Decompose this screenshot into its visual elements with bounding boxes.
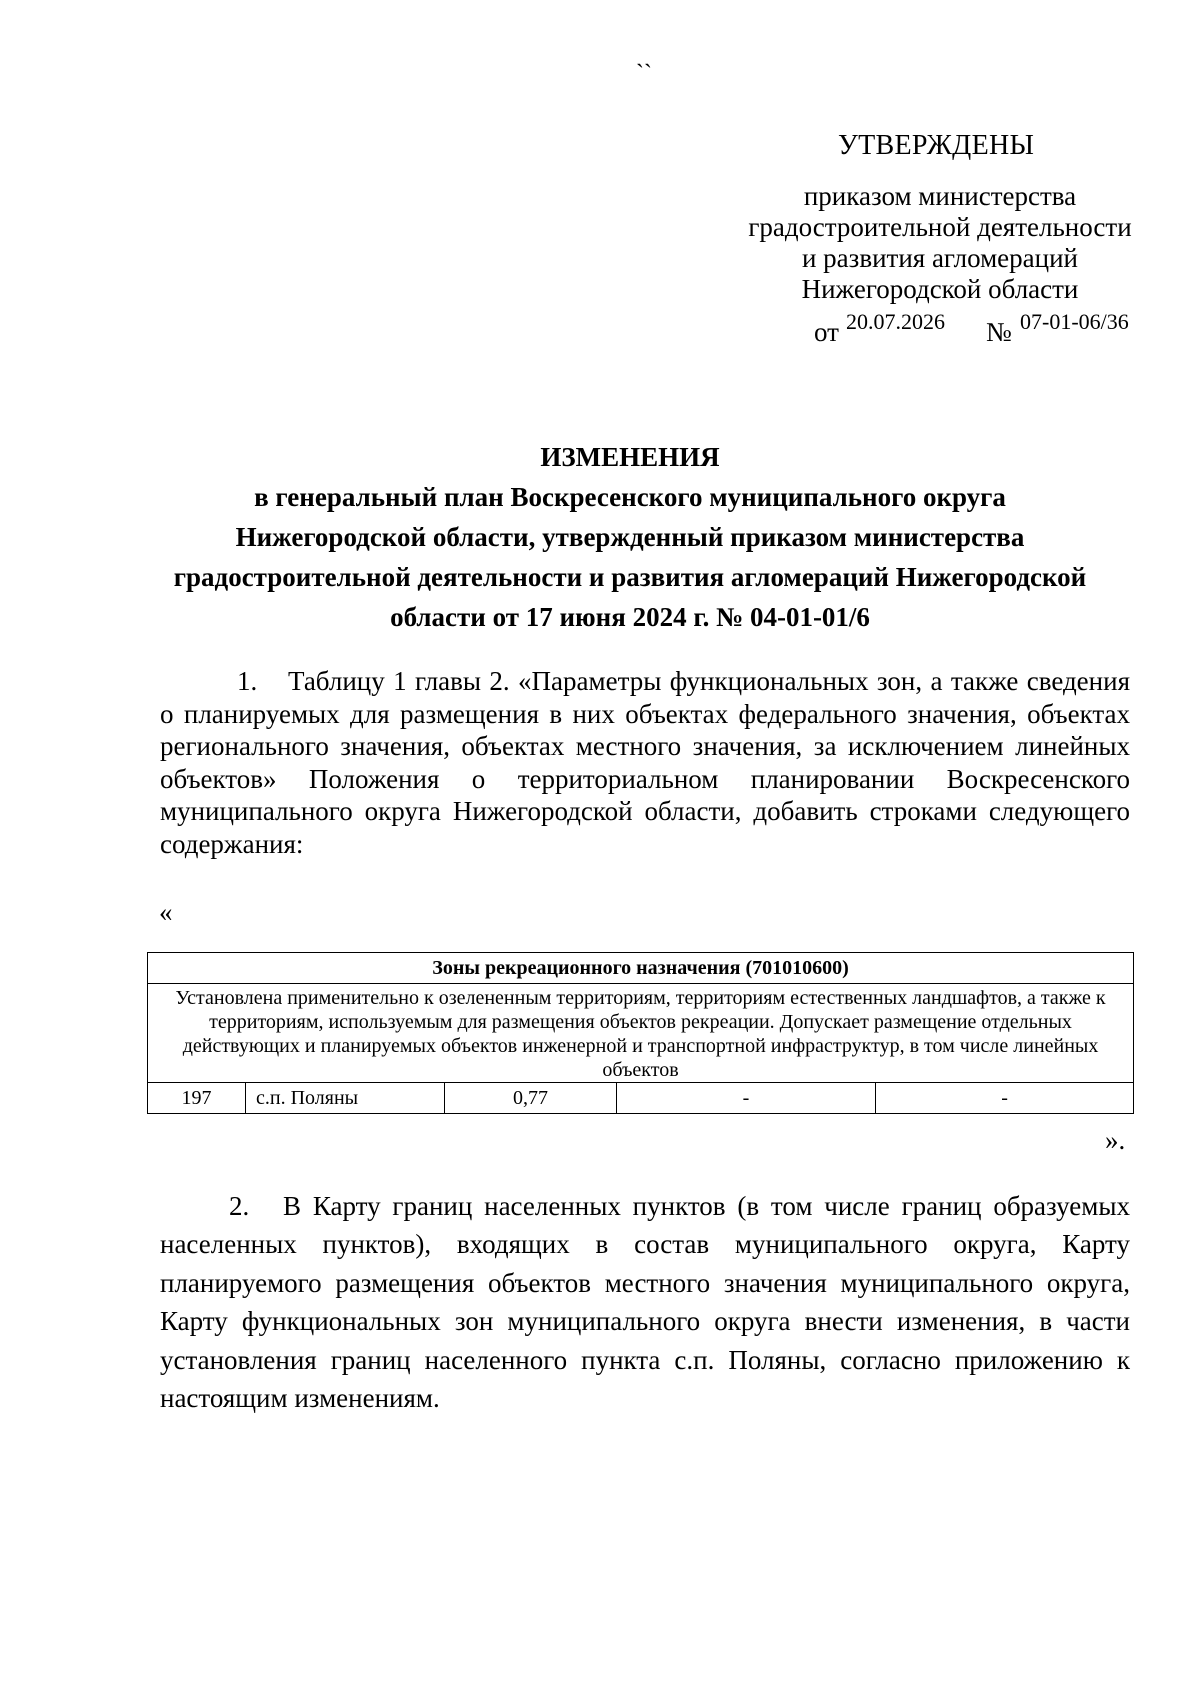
number-value: 07-01-06/36 <box>1020 309 1129 334</box>
table-cell-area: 0,77 <box>445 1083 617 1114</box>
title-line: области от 17 июня 2024 г. № 04-01-01/6 <box>390 602 870 632</box>
paragraph-number: 1. <box>237 666 258 696</box>
title-line: градостроительной деятельности и развития агломераций Нижегородской <box>173 562 1087 592</box>
paragraph-text: В Карту границ населенных пунктов (в том числе границ образуемых населенных пунктов), входящих в состав муниципального округа, Карту планируемого размещения объектов местного значения муниципального округа, Карту функциональных зон муниципального округа внести изменения, в части установления границ населенного пункта с.п. Поляны, согласно приложению к настоящим изменениям. <box>160 1191 1130 1414</box>
quote-open: « <box>159 897 173 927</box>
title-line: Нижегородской области, утвержденный приказом министерства <box>235 522 1025 552</box>
date-value: 20.07.2026 <box>846 309 945 334</box>
approval-line: градостроительной деятельности <box>748 212 1132 242</box>
paragraph-1 <box>160 665 1130 861</box>
approval-title: УТВЕРЖДЕНЫ <box>838 130 1035 161</box>
table-row <box>148 1083 1134 1114</box>
table-description-row <box>148 984 1134 1083</box>
paragraph-text: Таблицу 1 главы 2. «Параметры функциональных зон, а также сведения о планируемых для размещения в них объектах федерального значения, объектах регионального значения, объектах местного значения, за исключением линейных объектов» Положения о территориальном планировании Воскресенского муниципального округа Нижегородской области, добавить строками следующего содержания: <box>160 666 1130 859</box>
approval-line: Нижегородской области <box>801 274 1079 304</box>
quote-close: ». <box>1105 1125 1126 1155</box>
number-label: № <box>986 317 1012 347</box>
approval-line: и развития агломераций <box>801 243 1078 273</box>
table-cell-empty: - <box>617 1083 876 1114</box>
table-header-row <box>148 953 1134 984</box>
table-cell-number: 197 <box>148 1083 246 1114</box>
top-mark: `` <box>636 61 652 87</box>
approval-line: приказом министерства <box>803 181 1077 211</box>
zone-header: Зоны рекреационного назначения (701010600) <box>148 953 1134 984</box>
title-line: ИЗМЕНЕНИЯ <box>540 442 720 472</box>
paragraph-2 <box>160 1187 1130 1417</box>
table-cell-empty: - <box>876 1083 1134 1114</box>
table-cell-settlement: с.п. Поляны <box>246 1083 445 1114</box>
date-label: от <box>814 317 839 347</box>
document-title <box>130 437 1130 637</box>
zone-description: Установлена применительно к озелененным территориям, территориям естественных ландшафтов, а также к территориям, используемым для размещения объектов рекреации. Допускает размещение отдельных действующих и планируемых объектов инженерной и транспортной инфраструктур, в том числе линейных объектов <box>148 984 1134 1083</box>
zones-table <box>147 952 1134 1114</box>
paragraph-number: 2. <box>229 1191 250 1221</box>
title-line: в генеральный план Воскресенского муниципального округа <box>254 482 1006 512</box>
approval-block <box>700 181 1180 305</box>
